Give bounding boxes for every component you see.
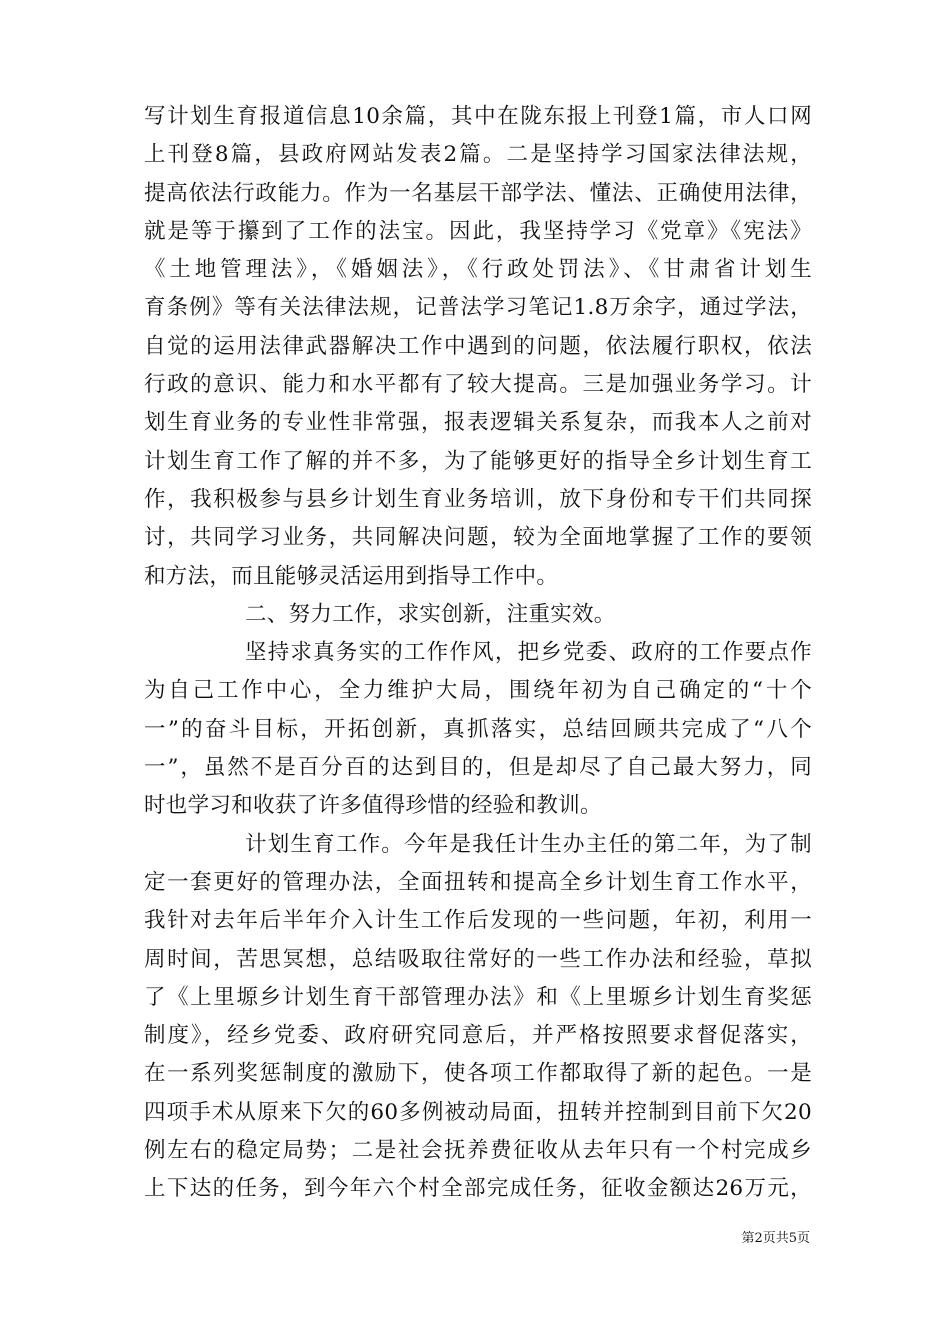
text-line: 周时间，苦思冥想，总结吸取往常好的一些工作办法和经验，草拟 bbox=[144, 946, 812, 972]
text-line: 上下达的任务，到今年六个村全部完成任务，征收金额达26万元， bbox=[144, 1176, 812, 1202]
text-line: 时也学习和收获了许多值得珍惜的经验和教训。 bbox=[144, 793, 602, 819]
text-line: 我针对去年后半年介入计生工作后发现的一些问题，年初，利用一 bbox=[144, 908, 812, 934]
text-line: 和方法，而且能够灵活运用到指导工作中。 bbox=[144, 563, 559, 589]
text-line: 划生育业务的专业性非常强，报表逻辑关系复杂，而我本人之前对 bbox=[144, 410, 812, 436]
text-line: 为自己工作中心，全力维护大局，围绕年初为自己确定的“十个 bbox=[144, 678, 812, 704]
text-line: 在一系列奖惩制度的激励下，使各项工作都取得了新的起色。一是 bbox=[144, 1061, 812, 1087]
section-heading: 二、努力工作，求实创新，注重实效。 bbox=[245, 601, 616, 627]
text-line: 行政的意识、能力和水平都有了较大提高。三是加强业务学习。计 bbox=[144, 372, 812, 398]
document-body bbox=[144, 98, 812, 1209]
text-line: 计划生育工作了解的并不多，为了能够更好的指导全乡计划生育工 bbox=[144, 448, 812, 474]
text-line: 《土地管理法》，《婚姻法》，《行政处罚法》、《甘肃省计划生 bbox=[144, 257, 812, 283]
text-line: 上刊登8篇，县政府网站发表2篇。二是坚持学习国家法律法规， bbox=[144, 142, 812, 168]
text-line: 自觉的运用法律武器解决工作中遇到的问题，依法履行职权，依法 bbox=[144, 333, 812, 359]
text-line: 计划生育工作。今年是我任计生办主任的第二年，为了制 bbox=[245, 831, 812, 857]
text-line: 坚持求真务实的工作作风，把乡党委、政府的工作要点作 bbox=[245, 640, 812, 666]
text-line: 一”的奋斗目标，开拓创新，真抓落实，总结回顾共完成了“八个 bbox=[144, 716, 812, 742]
text-line: 就是等于攥到了工作的法宝。因此，我坚持学习《党章》《宪法》 bbox=[144, 218, 812, 244]
text-line: 了《上里塬乡计划生育干部管理办法》和《上里塬乡计划生育奖惩 bbox=[144, 984, 812, 1010]
text-line: 一”，虽然不是百分百的达到目的，但是却尽了自己最大努力，同 bbox=[144, 755, 812, 781]
text-line: 例左右的稳定局势；二是社会抚养费征收从去年只有一个村完成乡 bbox=[144, 1138, 812, 1164]
text-line: 讨，共同学习业务，共同解决问题，较为全面地掌握了工作的要领 bbox=[144, 525, 812, 551]
page-number: 第2页共5页 bbox=[741, 1231, 810, 1246]
text-line: 提高依法行政能力。作为一名基层干部学法、懂法、正确使用法律， bbox=[144, 180, 812, 206]
text-line: 写计划生育报道信息10余篇，其中在陇东报上刊登1篇，市人口网 bbox=[144, 104, 812, 129]
text-line: 作，我积极参与县乡计划生育业务培训，放下身份和专干们共同探 bbox=[144, 486, 812, 512]
text-line: 育条例》等有关法律法规，记普法学习笔记1.8万余字，通过学法， bbox=[144, 295, 812, 321]
text-line: 制度》，经乡党委、政府研究同意后，并严格按照要求督促落实， bbox=[144, 1023, 812, 1049]
text-line: 四项手术从原来下欠的60多例被动局面，扭转并控制到目前下欠20 bbox=[144, 1099, 812, 1125]
text-line: 定一套更好的管理办法，全面扭转和提高全乡计划生育工作水平， bbox=[144, 869, 812, 895]
